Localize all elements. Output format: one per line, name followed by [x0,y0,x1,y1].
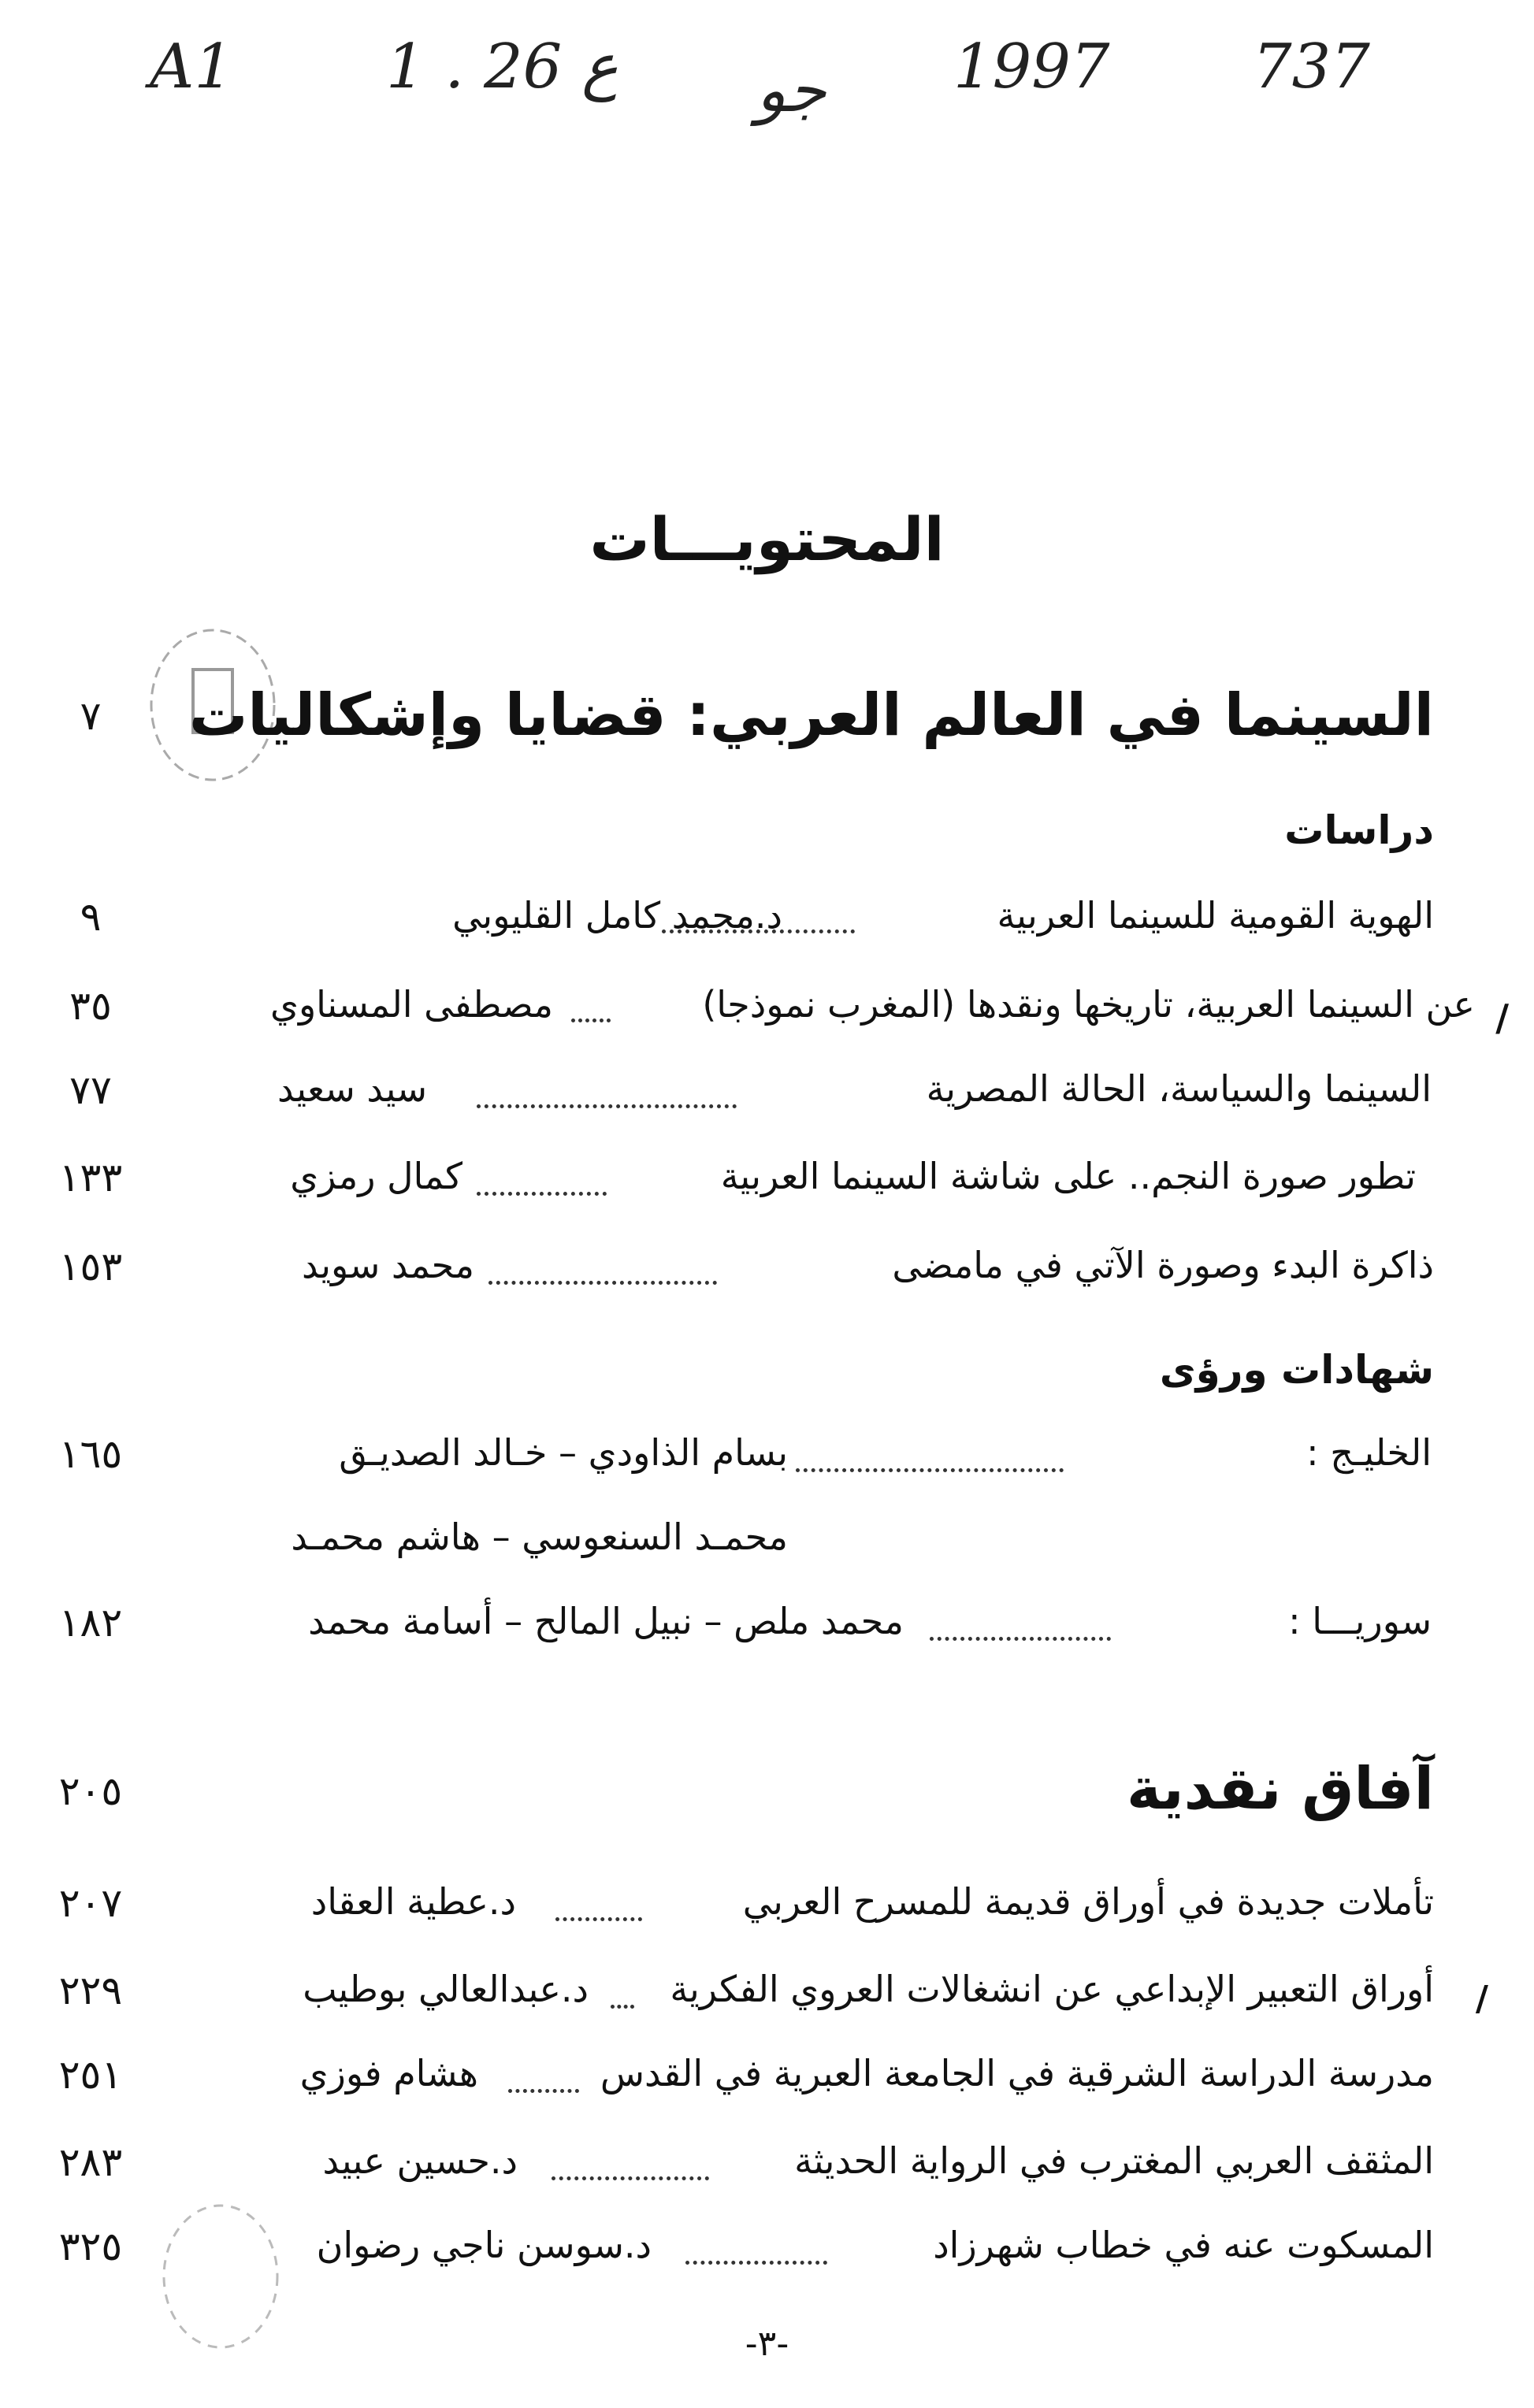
toc-entry-title: عن السينما العربية، تاريخها ونقدها (المغرب نموذجا) [702,983,1475,1026]
page-number: ٣٢٥ [58,2224,123,2269]
handwritten-volume: 1 . ع 26 [386,32,618,102]
page-number: ٢٠٥ [58,1768,123,1814]
dot-leader [552,2176,709,2180]
dot-leader [685,2261,827,2265]
dot-leader [796,1468,1064,1472]
pencil-mark-icon: / [1475,1979,1488,2019]
page-number: ٢٠٧ [58,1880,123,1926]
page-footer-number: -٣- [745,2324,789,2364]
toc-entry-title: السينما والسياسة، الحالة المصرية [926,1067,1432,1110]
toc-entry-author: مصطفى المسناوي [269,983,553,1026]
toc-entry-author: سيد سعيد [277,1067,427,1110]
dot-leader [488,1281,717,1285]
dot-leader [930,1637,1111,1641]
page-number: ١٦٥ [58,1431,123,1477]
toc-entry-author: محمد سويد [302,1244,474,1286]
page-number: ٧٧ [69,1067,112,1113]
page-number: ٢٢٩ [58,1968,123,2013]
toc-entry-author: كمال رمزي [290,1155,462,1197]
page-number: ١٨٢ [58,1600,123,1646]
handwritten-code-a1: A1 [150,32,233,102]
toc-entry-region: الخليـج : [1306,1431,1432,1474]
group-label: دراسات [1284,807,1434,853]
handwritten-number: 737 [1253,32,1370,102]
handwritten-year: 1997 [953,32,1110,102]
page-number: ١٥٣ [58,1244,123,1289]
pencil-mark-icon: / [1495,996,1509,1039]
section-heading: السينما في العالم العربي: قضايا وإشكاليات [189,681,1434,749]
toc-entry-title: المثقف العربي المغترب في الرواية الحديثة [794,2139,1434,2182]
dot-leader [611,2005,634,2009]
page-title: المحتويـــات [589,504,945,574]
toc-entry-title: أوراق التعبير الإبداعي عن انشغالات العروي الفكرية [670,1968,1434,2010]
dot-leader [555,1917,642,1921]
toc-entry-author: محمد ملص – نبيل المالح – أسامة محمد [308,1600,904,1642]
handwritten-issue: جو [756,55,826,126]
toc-entry-author: محمـد السنعوسي – هاشم محمـد [291,1516,788,1558]
toc-entry-author: د.حسين عبيد [322,2139,518,2182]
dot-leader [508,2089,579,2093]
toc-entry-title: مدرسة الدراسة الشرقية في الجامعة العبرية في القدس [600,2052,1434,2094]
page-number: ٩ [80,894,102,940]
group-label: شهادات ورؤى [1159,1347,1434,1393]
toc-entry-author: د.عطية العقاد [310,1880,516,1923]
toc-entry-title: ذاكرة البدء وصورة الآتي في مامضى [892,1244,1434,1286]
dot-leader [477,1104,737,1108]
toc-entry-title: المسكوت عنه في خطاب شهرزاد [933,2224,1434,2266]
section-heading: آفاق نقدية [1127,1755,1434,1823]
toc-entry-author: بسام الذاودي – خـالد الصديـق [339,1431,788,1474]
toc-entry-title: الهوية القومية للسينما العربية [997,894,1434,937]
toc-entry-title: تأملات جديدة في أوراق قديمة للمسرح العربي [742,1880,1434,1923]
toc-entry-author: د.عبدالعالي بوطيب [303,1968,589,2010]
toc-entry-author: د.محمد كامل القليوبي [452,894,782,937]
page-number: ٧ [80,693,102,739]
toc-entry-author: د.سوسن ناجي رضوان [316,2224,652,2266]
page-number: ٢٨٣ [58,2139,123,2185]
toc-entry-title: تطور صورة النجم.. على شاشة السينما العربية [720,1155,1416,1197]
page-number: ١٣٣ [58,1155,123,1200]
page-number: ٣٥ [69,983,112,1029]
page-number: ٢٥١ [58,2052,123,2098]
dot-leader [571,1018,611,1022]
toc-entry-author: هشام فوزي [299,2052,478,2094]
dot-leader [477,1192,607,1196]
toc-entry-region: سوريـــا : [1288,1600,1432,1642]
